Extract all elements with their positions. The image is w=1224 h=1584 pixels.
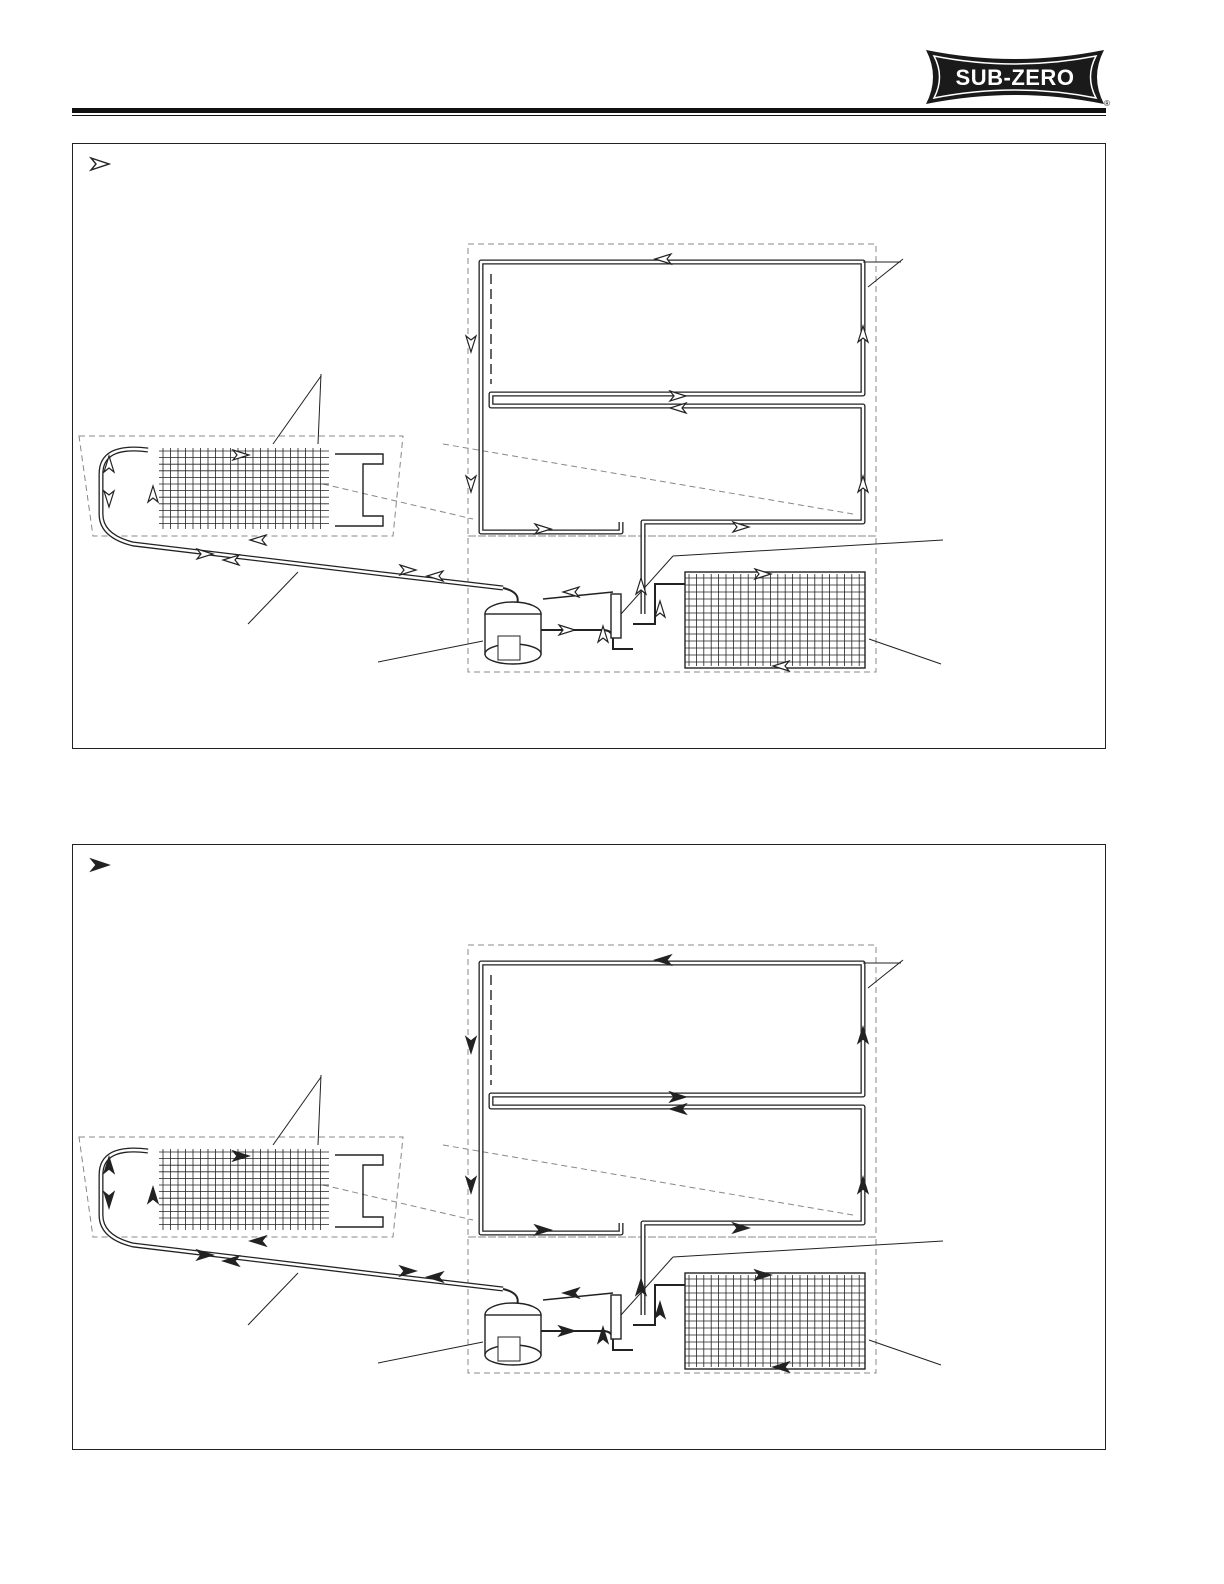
flow-arrow [233,450,249,460]
sub-zero-logo [920,46,1110,108]
refrigerant-flow-panel-top [72,143,1106,749]
leader-line [273,1077,321,1145]
leader-line [869,639,941,664]
leader-line [378,641,483,662]
flow-arrow [104,491,114,507]
flow-arrow [400,565,416,575]
flow-arrow [655,601,665,617]
refrigeration-system-diagram [73,845,1105,1449]
filter-drier [611,594,621,638]
leader-line [378,1342,483,1363]
flow-arrow [598,626,608,642]
suction-line [101,1150,503,1289]
flow-arrow [104,1192,114,1208]
header-rule-thin [72,115,1106,116]
condenser-coil [685,572,865,668]
evaporator-coil [159,1149,383,1230]
perspective-line [443,444,853,514]
cabinet-tubing [481,963,863,1315]
cabinet-tubing-inner [481,963,863,1315]
flow-arrow [400,1266,416,1276]
flow-arrow [598,1327,608,1343]
filter-drier [611,1295,621,1339]
leader-line [248,1273,298,1325]
leader-line [673,540,943,556]
leader-line [273,376,321,444]
leader-line [318,1075,321,1145]
cabinet-tubing-inner [481,262,863,614]
refrigerant-flow-panel-bottom [72,844,1106,1450]
leader-line [248,572,298,624]
flow-arrow [773,1362,789,1372]
logo-brand-text: SUB-ZERO [955,65,1075,90]
flow-arrow [773,661,789,671]
evaporator-coil [159,448,383,529]
flow-arrow [148,486,158,502]
compressor [485,602,541,664]
cabinet-outline [468,244,876,536]
flow-arrow [148,1187,158,1203]
suction-line [101,449,503,588]
cabinet-tubing [481,262,863,614]
compressor [485,1303,541,1365]
registered-mark: ® [1104,99,1110,108]
condenser-coil [685,1273,865,1369]
suction-line-inner [101,1150,503,1289]
leader-line [868,259,903,287]
perspective-line [323,484,473,519]
suction-line-inner [101,449,503,588]
refrigeration-system-diagram [73,144,1105,748]
flow-arrow [233,1151,249,1161]
flow-arrow [655,1302,665,1318]
perspective-line [443,1145,853,1215]
leader-line [869,1340,941,1365]
leader-line [318,374,321,444]
perspective-line [323,1185,473,1220]
leader-line [868,960,903,988]
cabinet-outline [468,945,876,1237]
leader-line [673,1241,943,1257]
header-rule [72,108,1106,113]
